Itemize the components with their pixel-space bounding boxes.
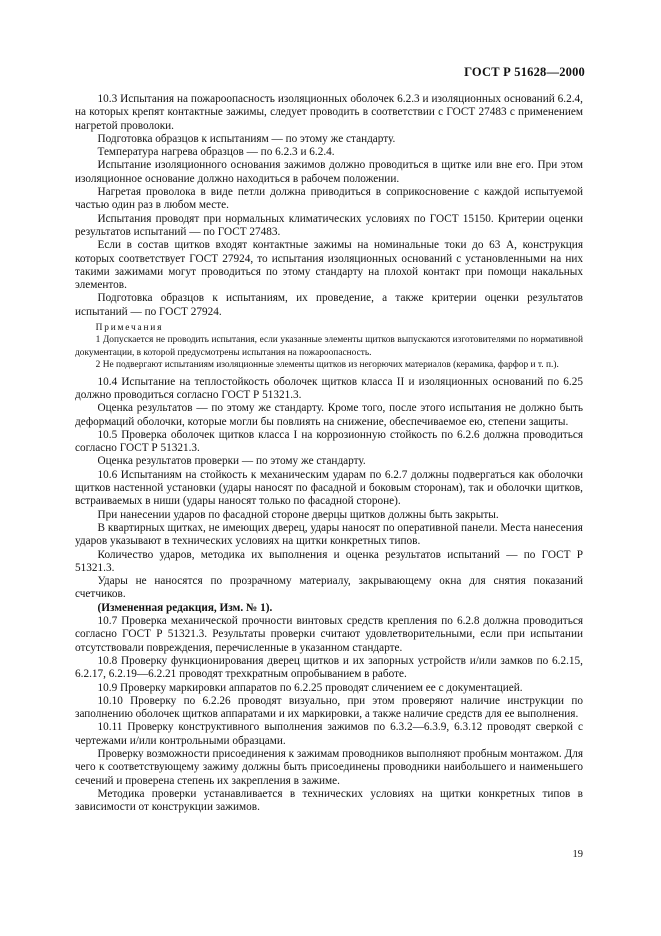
paragraph: 10.5 Проверка оболочек щитков класса I на коррозионную стойкость по 6.2.6 должна проводиться согласно ГОСТ Р 51321.3.: [75, 428, 583, 455]
paragraph: Если в состав щитков входят контактные зажимы на номинальные токи до 63 А, конструкция которых соответствует ГОСТ 27924, то испытания изоляционных оснований с установленными на них такими зажимами могут проводиться по этому стандарту на плохой контакт при помощи накальных элементов.: [75, 239, 583, 292]
paragraph: 10.9 Проверку маркировки аппаратов по 6.2.25 проводят сличением ее с документацией.: [97, 681, 523, 694]
paragraph: Методика проверки устанавливается в технических условиях на щитки конкретных типов в зависимости от конструкции зажимов.: [75, 787, 583, 814]
paragraph: Оценка результатов — по этому же стандарту. Кроме того, после этого испытания не должно быть деформаций оболочки, которые могли бы повлиять на снижение, обеспечиваемое ею, степени защиты.: [75, 402, 583, 428]
paragraph: Количество ударов, методика их выполнения и оценка результатов испытаний — по ГОСТ Р 51321.3.: [75, 548, 583, 574]
note-item: 2 Не подвергают испытаниям изоляционные элементы щитков из негорючих материалов (керамика, фарфор и т. п.).: [95, 360, 559, 371]
paragraph: 10.6 Испытаниям на стойкость к механическим ударам по 6.2.7 должны подвергаться как оболочки щитков настенной установки (удары наносят по фасадной и боковым сторонам), так и оболочки щитков, встраиваемых в ниши (удары наносят только по фасадной стороне).: [75, 468, 583, 508]
paragraph: Подготовка образцов к испытаниям — по этому же стандарту.: [97, 132, 396, 145]
document-body: [75, 93, 583, 814]
paragraph: Подготовка образцов к испытаниям, их проведение, а также критерии оценки результатов испытаний — по ГОСТ 27924.: [75, 292, 583, 318]
paragraph: Удары не наносятся по прозрачному материалу, закрывающему окна для снятия показаний счетчиков.: [75, 575, 583, 601]
paragraph: 10.10 Проверку по 6.2.26 проводят визуально, при этом проверяют наличие инструкции по заполнению оболочек щитков аппаратами и их маркировки, а также наличие средств для ее выполнения.: [75, 694, 583, 721]
notes-title: Примечания: [95, 323, 164, 334]
paragraph: 10.7 Проверка механической прочности винтовых средств крепления по 6.2.8 должна проводиться согласно ГОСТ Р 51321.3. Результаты проверки считают удовлетворительными, если при испытании отсутствовали повреждения, перечисленные в указанном стандарте.: [75, 615, 583, 654]
note-item: 1 Допускается не проводить испытания, если указанные элементы щитков выпускаются изготовителями по нормативной документации, в которой предусмотрены испытания на пожароопасность.: [75, 335, 583, 358]
paragraph: 10.4 Испытание на теплостойкость оболочек щитков класса II и изоляционных оснований по 6.25 должно проводиться согласно ГОСТ Р 51321.3.: [75, 375, 583, 401]
paragraph: Температура нагрева образцов — по 6.2.3 и 6.2.4.: [97, 146, 335, 159]
paragraph: Испытание изоляционного основания зажимов должно проводиться в щитке или вне его. При этом изоляционное основание должно находиться в рабочем положении.: [75, 159, 583, 185]
paragraph: Проверку возможности присоединения к зажимам проводников выполняют пробным монтажом. Для чего к соответствующему зажиму должны быть присоединены проводники наибольшего и наименьшего сечений и проверена степень их закрепления в зажиме.: [75, 747, 583, 787]
page-number: 19: [572, 849, 583, 860]
paragraph: Оценка результатов проверки — по этому же стандарту.: [97, 455, 366, 468]
paragraph: Испытания проводят при нормальных климатических условиях по ГОСТ 15150. Критерии оценки результатов испытаний — по ГОСТ 27483.: [75, 212, 583, 238]
paragraph: В квартирных щитках, не имеющих дверец, удары наносят по оперативной панели. Места нанесения ударов указывают в технических условиях на щитки конкретных типов.: [75, 521, 583, 548]
paragraph: 10.3 Испытания на пожароопасность изоляционных оболочек 6.2.3 и изоляционных оснований 6.2.4, на которых крепят контактные зажимы, следует проводить в соответствии с ГОСТ 27483 с применением нагретой проволоки.: [75, 93, 583, 132]
document-code-header: ГОСТ Р 51628—2000: [464, 65, 585, 79]
paragraph: Нагретая проволока в виде петли должна приводиться в соприкосновение с каждой испытуемой частью один раз в любом месте.: [75, 186, 583, 212]
paragraph: 10.8 Проверку функционирования дверец щитков и их запорных устройств и/или замков по 6.2.15, 6.2.17, 6.2.19—6.2.21 проводят трехкратным опробыванием в работе.: [75, 654, 583, 681]
paragraph: При нанесении ударов по фасадной стороне дверцы щитков должны быть закрыты.: [97, 508, 499, 521]
amendment-note: (Измененная редакция, Изм. № 1).: [97, 601, 273, 614]
notes-block: [75, 322, 583, 372]
paragraph: 10.11 Проверку конструктивного выполнения зажимов по 6.3.2—6.3.9, 6.3.12 проводят сверкой с чертежами и/или контрольными образцами.: [75, 721, 583, 747]
